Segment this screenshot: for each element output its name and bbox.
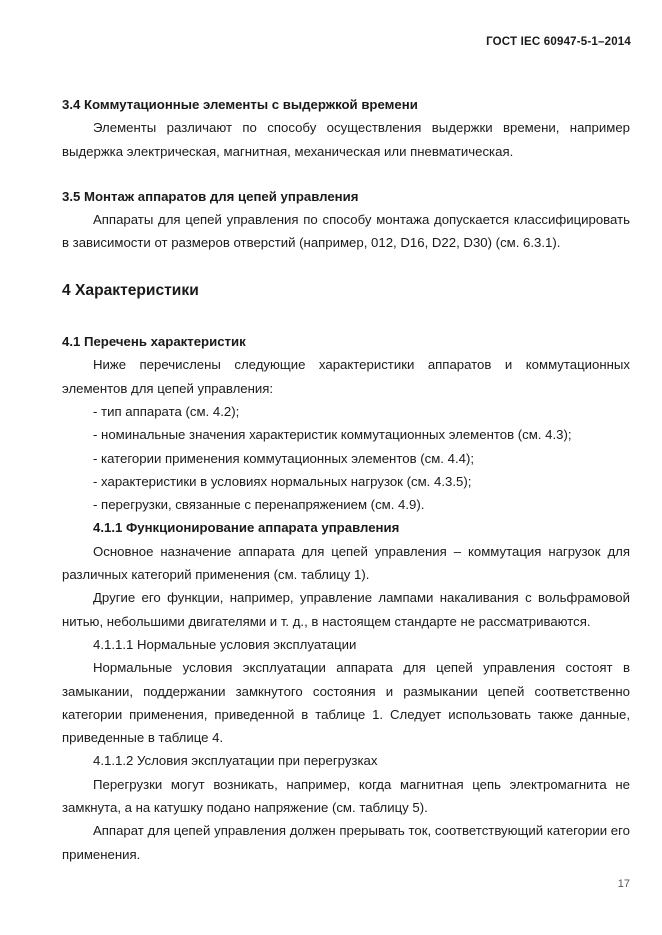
- section-3-4-title: 3.4 Коммутационные элементы с выдержкой времени: [62, 97, 418, 112]
- section-4-1-1-1-paragraph: Нормальные условия эксплуатации аппарата для цепей управления состоят в замыкании, поддержании замкнутого состояния и размыкании цепей соответственно категории применения, приведенной в таблице 1. Следует использовать также данные, приведенные в таблице 4.: [62, 660, 630, 746]
- document-header: ГОСТ IEC 60947-5-1–2014: [486, 36, 631, 48]
- section-4-1-1-2-paragraph-2: Аппарат для цепей управления должен прерывать ток, соответствующий категории его применения.: [62, 823, 630, 862]
- page-number: 17: [617, 878, 630, 890]
- section-4-1-1-title: 4.1.1 Функционирование аппарата управления: [93, 520, 400, 536]
- section-4-1-1-paragraph-1: Основное назначение аппарата для цепей управления – коммутация нагрузок для различных категорий применения (см. таблицу 1).: [62, 543, 630, 583]
- list-item: - номинальные значения характеристик коммутационных элементов (см. 4.3);: [93, 427, 572, 443]
- section-4-1-title: 4.1 Перечень характеристик: [62, 334, 246, 350]
- section-3-5-title: 3.5 Монтаж аппаратов для цепей управления: [62, 188, 359, 204]
- section-4-1-1-paragraph-2: Другие его функции, например, управление лампами накаливания с вольфрамовой нитью, небольшими двигателями и т. д., в настоящем стандарте не рассматриваются.: [62, 590, 630, 629]
- section-3-4-paragraph: Элементы различают по способу осуществления выдержки времени, например выдержка электрическая, магнитная, механическая или пневматическая.: [62, 120, 630, 159]
- section-4-1-1-2-paragraph-1: Перегрузки могут возникать, например, когда магнитная цепь электромагнита не замкнута, а на катушку подано напряжение (см. таблицу 5).: [62, 776, 630, 816]
- list-item: - перегрузки, связанные с перенапряжением (см. 4.9).: [93, 497, 425, 513]
- list-item: - характеристики в условиях нормальных нагрузок (см. 4.3.5);: [93, 473, 472, 489]
- section-4-1-intro: Ниже перечислены следующие характеристики аппаратов и коммутационных элементов для цепей управления:: [62, 357, 630, 396]
- document-body: [62, 93, 630, 866]
- section-3-5-paragraph: Аппараты для цепей управления по способу монтажа допускается классифицировать в зависимости от размеров отверстий (например, 012, D16, D22, D30) (см. 6.3.1).: [62, 212, 630, 251]
- section-4-1-1-1-title: 4.1.1.1 Нормальные условия эксплуатации: [93, 636, 357, 652]
- section-4-title: 4 Характеристики: [62, 281, 199, 299]
- list-item: - категории применения коммутационных элементов (см. 4.4);: [93, 450, 475, 466]
- list-item: - тип аппарата (см. 4.2);: [93, 403, 240, 419]
- section-4-1-1-2-title: 4.1.1.2 Условия эксплуатации при перегрузках: [93, 753, 378, 769]
